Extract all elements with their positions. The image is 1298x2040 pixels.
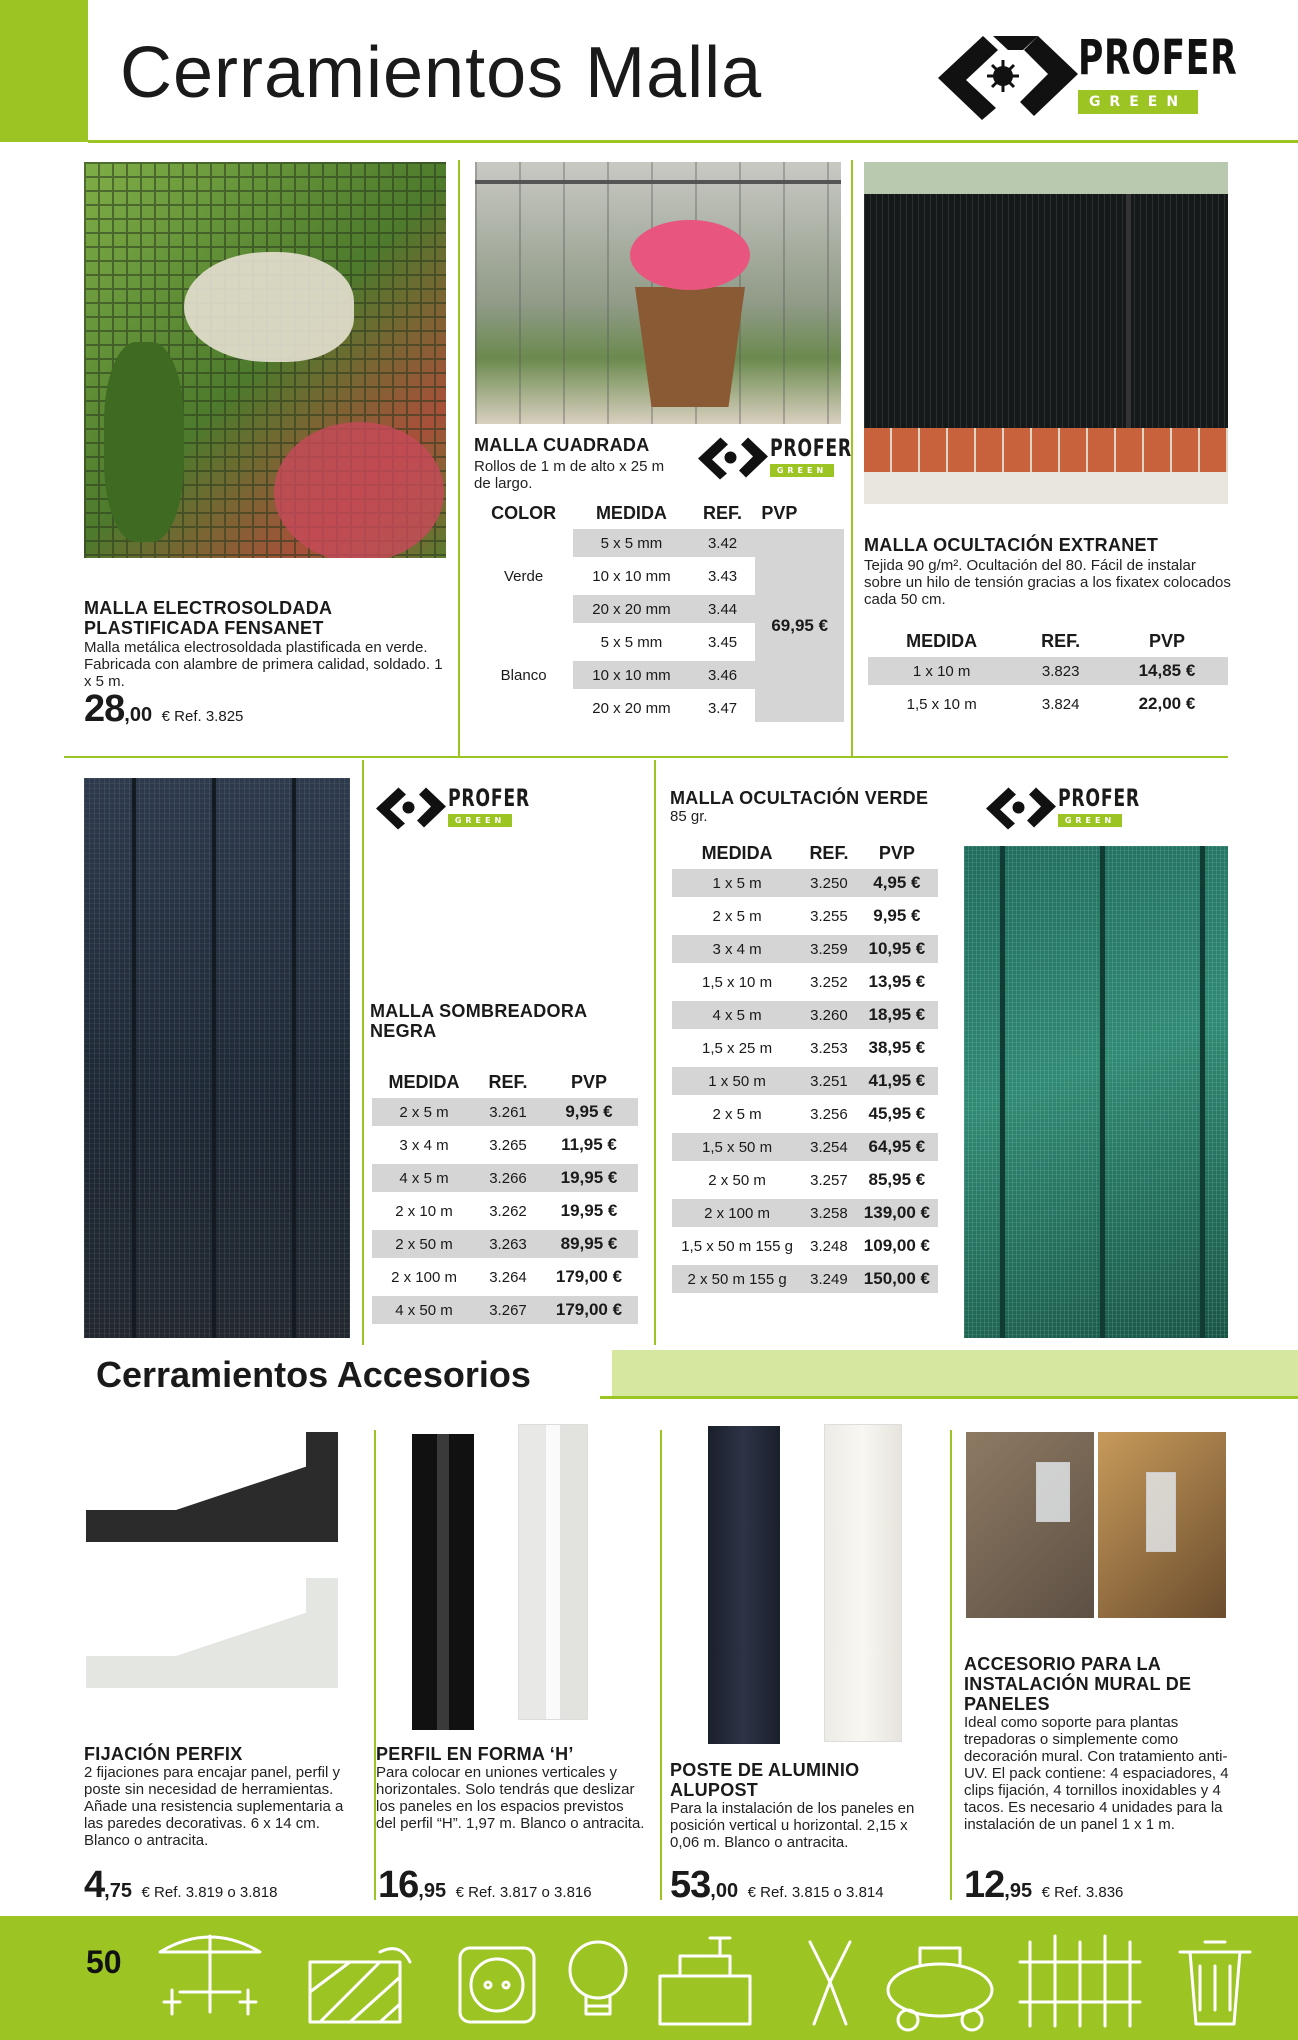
price-dec: ,95 [1004,1880,1033,1902]
table-row [672,1034,938,1062]
medida-cell: 1,5 x 10 m [906,695,977,713]
table-row [868,690,1228,718]
ref-cell: 3.250 [802,869,856,897]
table-row [672,968,938,996]
ref-cell: 3.267 [476,1296,540,1324]
ref-cell: 3.824 [1041,695,1080,713]
price-perfil-h [378,1864,592,1907]
price-alupost [670,1864,884,1907]
footer-icons [150,1922,1290,2034]
medida-cell: 10 x 10 mm [592,567,671,585]
pvp-cell: 9,95 € [873,906,921,925]
profer-logo-icon [938,28,1078,122]
medida-cell: 3 x 4 m [399,1136,449,1154]
product-image-malla-cuadrada [475,162,841,424]
brand-sub: GREEN [448,814,512,827]
divider [64,756,1228,758]
toolbox-icon [660,1938,750,2024]
column-header: MEDIDA [595,503,667,523]
table-row [672,1001,938,1029]
table-row [672,935,938,963]
product-title-alupost: POSTE DE ALUMINIO ALUPOST [670,1760,860,1800]
ref-cell: 3.252 [810,973,848,991]
medida-cell: 5 x 5 mm [600,633,663,651]
pruner-icon [810,1942,850,2024]
price-ref: € Ref. 3.817 o 3.816 [455,1884,592,1901]
pvp-cell: 179,00 € [555,1267,623,1286]
ref-cell: 3.260 [802,1001,856,1029]
pvp-cell: 4,95 € [856,869,938,897]
section-band [612,1350,1298,1396]
table-ocultacion-verde [672,838,938,1298]
price-ref: € Ref. 3.836 [1041,1884,1124,1901]
product-desc-perfil-h: Para colocar en uniones verticales y horizontales. Solo tendrás que deslizar los paneles en los espacios previstos del perfil “H”. 1,97 m. Blanco o antracita. [376,1764,645,1832]
table-row [672,1133,938,1161]
product-image-accesorio-mural [966,1432,1226,1618]
ref-cell: 3.45 [707,633,738,651]
price-ref: € Ref. 3.819 o 3.818 [141,1884,278,1901]
divider [458,160,460,756]
product-desc-fensanet: Malla metálica electrosoldada plastificada en verde. Fabricada con alambre de primera calidad, soldado. 1 x 5 m. [84,639,443,690]
product-title-ocultacion-verde: MALLA OCULTACIÓN VERDE [670,788,929,808]
product-title-perfix: FIJACIÓN PERFIX [84,1744,243,1764]
pvp-cell: 109,00 € [863,1236,930,1255]
pvp-cell: 19,95 € [560,1201,618,1220]
color-cell: Verde [474,529,573,623]
brand-name: PROFER [1078,30,1238,86]
ref-cell: 3.263 [476,1230,540,1258]
price-int: 16 [378,1864,419,1906]
pvp-cell: 41,95 € [856,1067,938,1095]
column-header: PVP [570,1072,607,1092]
divider [654,760,656,1345]
page-title: Cerramientos Malla [120,33,763,113]
brand-logo-small [376,782,530,832]
product-title-perfil-h: PERFIL EN FORMA ‘H’ [376,1744,574,1764]
medida-cell: 2 x 10 m [395,1202,453,1220]
ref-cell: 3.266 [476,1164,540,1192]
page-number: 50 [86,1944,122,1980]
pvp-cell: 10,95 € [856,935,938,963]
table-row [372,1197,638,1225]
product-image-alupost [706,1424,906,1744]
ref-cell: 3.264 [489,1268,527,1286]
table-extranet [868,626,1228,723]
product-image-sombreadora [84,778,350,1338]
brand-logo-small [986,782,1140,832]
pvp-cell: 179,00 € [540,1296,638,1324]
socket-icon [460,1948,534,2022]
ref-cell: 3.262 [489,1202,527,1220]
profer-logo-icon [376,782,446,832]
product-desc-accesorio-mural: Ideal como soporte para plantas trepadoras o simplemente como decoración mural. Con tratamiento anti-UV. El pack contiene: 4 espaciadores, 4 clips fijación, 4 tornillos inoxidables y 4 tacos. Es necesario 4 unidades para la instalación de un panel 1 x 1 m. [964,1714,1229,1833]
medida-cell: 1,5 x 50 m [672,1133,802,1161]
table-row [868,657,1228,685]
medida-cell: 2 x 5 m [712,907,762,925]
fence-icon [1020,1936,1140,2026]
ref-cell: 3.249 [802,1265,856,1293]
table-row [672,1067,938,1095]
medida-cell: 1 x 10 m [868,657,1015,685]
divider [950,1430,952,1900]
section-band-accent [600,1396,1298,1399]
deck-icon [310,1949,410,2022]
brand-sub: GREEN [1078,90,1198,114]
price-ref: € Ref. 3.815 o 3.814 [747,1884,884,1901]
table-row [372,1131,638,1159]
ref-cell: 3.261 [476,1098,540,1126]
column-header: REF. [703,503,743,523]
table-row [672,1265,938,1293]
profer-logo-icon [986,782,1056,832]
table-row [372,1098,638,1126]
medida-cell: 2 x 5 m [372,1098,476,1126]
column-header: COLOR [491,503,557,523]
column-header: PVP [878,843,915,863]
column-header: MEDIDA [388,1072,460,1092]
table-row [672,1232,938,1260]
table-row [474,529,844,557]
pvp-cell: 18,95 € [856,1001,938,1029]
table-row [672,869,938,897]
product-image-ocultacion-verde [964,846,1228,1338]
compressor-icon [888,1948,992,2030]
price-fensanet [84,688,243,731]
column-header: REF. [809,843,849,863]
ref-cell: 3.265 [489,1136,527,1154]
divider [362,760,364,1345]
medida-cell: 4 x 5 m [672,1001,802,1029]
pvp-cell: 64,95 € [856,1133,938,1161]
medida-cell: 1,5 x 10 m [702,973,773,991]
column-header: MEDIDA [701,843,773,863]
product-image-perfix [86,1430,346,1700]
medida-cell: 3 x 4 m [672,935,802,963]
ref-cell: 3.46 [690,661,756,689]
product-title-malla-cuadrada: MALLA CUADRADA [474,435,650,455]
product-desc-extranet: Tejida 90 g/m². Ocultación del 80. Fácil de instalar sobre un hilo de tensión gracias a los fixatex colocados cada 50 cm. [864,557,1231,608]
price-int: 4 [84,1864,105,1906]
ref-cell: 3.255 [810,907,848,925]
price-int: 28 [84,688,125,730]
pvp-cell: 45,95 € [868,1104,926,1123]
ref-cell: 3.823 [1015,657,1106,685]
ref-cell: 3.47 [707,699,738,717]
medida-cell: 5 x 5 mm [573,529,689,557]
brand-sub: GREEN [770,464,834,477]
color-cell: Blanco [500,666,547,684]
medida-cell: 1,5 x 50 m 155 g [681,1237,793,1255]
profer-logo-icon [698,432,768,482]
pvp-cell: 85,95 € [868,1170,926,1189]
medida-cell: 2 x 50 m [708,1171,766,1189]
ref-cell: 3.251 [802,1067,856,1095]
table-row [672,1100,938,1128]
price-int: 53 [670,1864,711,1906]
ref-cell: 3.42 [690,529,756,557]
section-title-accesorios: Cerramientos Accesorios [96,1354,531,1395]
medida-cell: 20 x 20 mm [573,595,689,623]
product-image-perfil-h [410,1424,600,1730]
divider [660,1430,662,1900]
medida-cell: 4 x 5 m [372,1164,476,1192]
column-header: REF. [1041,631,1081,651]
pvp-cell: 13,95 € [868,972,926,991]
medida-cell: 20 x 20 mm [592,699,671,717]
bin-icon [1180,1942,1250,2024]
header-accent [0,0,88,142]
pvp-cell: 69,95 € [755,529,844,722]
pvp-cell: 11,95 € [561,1135,617,1154]
price-dec: ,00 [710,1880,739,1902]
table-row [672,1199,938,1227]
bulb-icon [570,1942,626,2014]
column-header: PVP [761,503,798,523]
medida-cell: 1 x 50 m [672,1067,802,1095]
ref-cell: 3.259 [802,935,856,963]
price-dec: ,95 [418,1880,447,1902]
medida-cell: 2 x 100 m [672,1199,802,1227]
pvp-cell: 150,00 € [856,1265,938,1293]
brand-sub: GREEN [1058,814,1122,827]
ref-cell: 3.256 [810,1105,848,1123]
medida-cell: 2 x 100 m [391,1268,457,1286]
product-desc-alupost: Para la instalación de los paneles en posición vertical u horizontal. 2,15 x 0,06 m. Blanco o antracita. [670,1800,915,1851]
price-perfix [84,1864,277,1907]
medida-cell: 2 x 5 m [712,1105,762,1123]
product-desc-ocultacion-verde: 85 gr. [670,808,708,825]
price-ref: € Ref. 3.825 [161,708,244,725]
ref-cell: 3.44 [690,595,756,623]
product-title-sombreadora: MALLA SOMBREADORA NEGRA [370,1001,587,1041]
product-title-fensanet: MALLA ELECTROSOLDADA PLASTIFICADA FENSANET [84,598,332,638]
product-image-extranet [864,162,1228,504]
ref-cell: 3.253 [810,1039,848,1057]
price-int: 12 [964,1864,1005,1906]
pvp-cell: 19,95 € [540,1164,638,1192]
column-header: REF. [488,1072,528,1092]
brand-name: PROFER [1058,784,1140,812]
table-row [672,1166,938,1194]
medida-cell: 1,5 x 25 m [702,1039,773,1057]
ref-cell: 3.258 [802,1199,856,1227]
header-divider [88,140,1298,143]
brand-logo [938,28,1238,122]
product-desc-malla-cuadrada: Rollos de 1 m de alto x 25 m de largo. [474,458,665,492]
column-header: PVP [1148,631,1185,651]
ref-cell: 3.257 [810,1171,848,1189]
table-malla-cuadrada [474,498,844,727]
pvp-cell: 89,95 € [540,1230,638,1258]
pvp-cell: 139,00 € [856,1199,938,1227]
column-header: MEDIDA [906,631,978,651]
table-row [372,1164,638,1192]
table-row [372,1230,638,1258]
ref-cell: 3.43 [707,567,738,585]
price-accesorio-mural [964,1864,1123,1907]
table-sombreadora [372,1067,638,1329]
product-desc-perfix: 2 fijaciones para encajar panel, perfil y poste sin necesidad de herramientas. Añade una resistencia suplementaria a las paredes decorativas. 6 x 14 cm. Blanco o antracita. [84,1764,344,1849]
medida-cell: 4 x 50 m [372,1296,476,1324]
table-row [372,1296,638,1324]
brand-name: PROFER [448,784,530,812]
ref-cell: 3.248 [810,1237,848,1255]
medida-cell: 10 x 10 mm [573,661,689,689]
brand-logo-small [698,432,852,482]
parasol-table-icon [160,1936,260,2014]
product-title-accesorio-mural: ACCESORIO PARA LA INSTALACIÓN MURAL DE PANELES [964,1654,1192,1714]
pvp-cell: 14,85 € [1106,657,1228,685]
product-image-fensanet [84,162,446,558]
medida-cell: 2 x 50 m [372,1230,476,1258]
price-dec: ,75 [104,1880,132,1902]
medida-cell: 2 x 50 m 155 g [672,1265,802,1293]
table-row [672,902,938,930]
pvp-cell: 9,95 € [540,1098,638,1126]
ref-cell: 3.254 [802,1133,856,1161]
price-dec: ,00 [124,704,153,726]
pvp-cell: 22,00 € [1138,694,1196,713]
pvp-cell: 38,95 € [868,1038,926,1057]
brand-name: PROFER [770,434,852,462]
table-row [372,1263,638,1291]
medida-cell: 1 x 5 m [672,869,802,897]
product-title-extranet: MALLA OCULTACIÓN EXTRANET [864,535,1159,555]
